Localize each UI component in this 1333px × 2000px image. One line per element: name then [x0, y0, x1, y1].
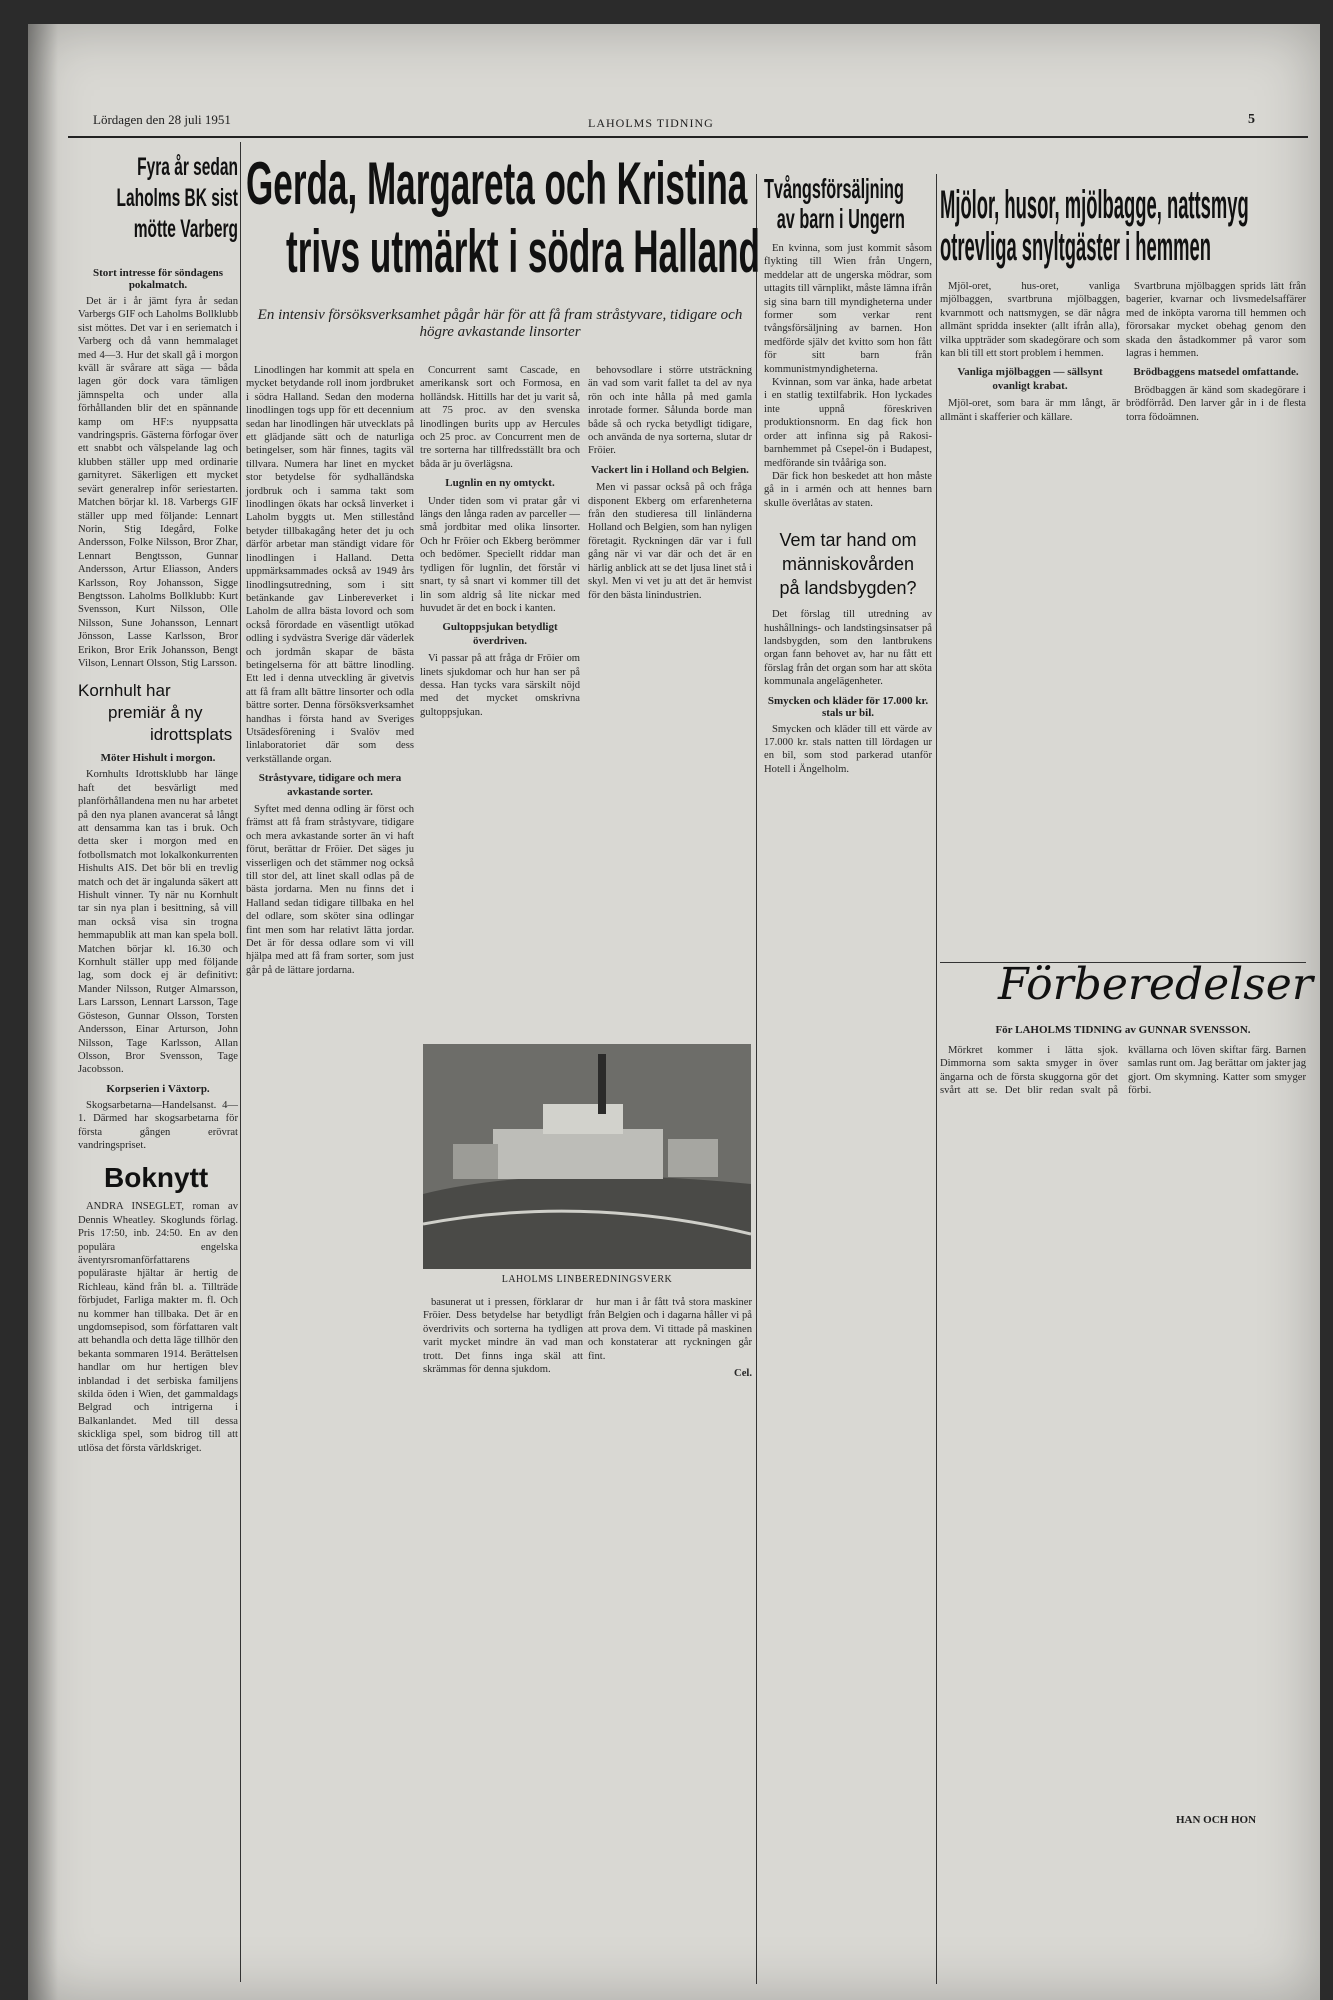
han-och-hon-heading: HAN OCH HON	[1175, 1814, 1257, 1826]
main-lower-b: hur man i år fått två stora maskiner från Belgien och i dagarna håller vi på att prova dem. Vi tittade på maskinen och konstaterar att ryckningen går fint. Cel.	[588, 1297, 752, 1380]
article-headline: idrottsplats	[150, 725, 233, 745]
main-column-c: behovsodlare i större utsträckning än vad som varit fallet ta del av nya rön och inte hålla på med gamla inrotade former. Sålunda borde man både så och rycka betydligt tidigare, och använda de nya sorterna, slutar dr Fröier. Vackert lin i Holland och Belgien. Men vi passar också på och fråga disponent Ekberg om erfarenheterna från den studieresa till linländerna Holland och Belgien, som han nyligen företagit. Ryckningen där var i full gång när vi var där och det är en härlig anblick att se det ljusa linet stå i skyl. Men vi vet ju att det är hemvist för den bästa linindustrien.	[588, 365, 752, 601]
article-subheading: Korpserien i Växtorp.	[106, 1082, 210, 1095]
column-rule	[756, 174, 757, 1984]
article-subheading: Vanliga mjölbaggen — sällsynt ovanligt krabat.	[957, 366, 1103, 392]
article-signature: Cel.	[734, 1368, 752, 1380]
article-headline: Laholms BK sist	[116, 184, 238, 212]
main-headline-line1: Gerda, Margareta och Kristina	[246, 150, 748, 217]
page-fold-shadow	[28, 24, 58, 2000]
article-headline: Tvångsförsäljning	[764, 173, 904, 204]
article-subheading: Stort intresse för söndagens pokalmatch.	[92, 267, 224, 291]
mjolor-column-right: Svartbruna mjölbaggen sprids lätt från bagerier, kvarnar och livsmedelsaffärer med de inköpta varorna till hemmen och förorsakar mycket obehag genom den skada den åstadkommer på varor som lagras i hemmen. Brödbaggens matsedel omfattande. Brödbaggen är känd som skadegörare i brödförråd. Den larver går in i de flesta torra födoämnen.	[1126, 281, 1306, 423]
article-body: Det är i år jämt fyra år sedan Varbergs GIF och Laholms Bollklubb sist möttes. Det var i en seriematch i Varberg och då vann hemmalaget med 4—3. Hur det skall gå i morgon kväll är svårare att säga — båda lagen gör dock vara tämligen jämnspelta och under alla förhållanden blir det en spännande kamp om HF:s nyuppsatta vandringspris. Gästerna förfogar över ett snabbt och välspelande lag och klubben ställer upp med ordinarie garnityret. Säkerligen ett mycket sevärt generalrep inför seriestarten. Matchen börjar kl. 18. Varbergs GIF ställer upp med följande: Lennart Norin, Stig Idegård, Folke Andersson, Folke Nilsson, Bror Zhar, Lennart Bengtsson, Gunnar Andersson, Artur Eliasson, Anders Karlsson, Roy Johansson, Sigge Bengtsson. Laholms Bollklubb: Kurt Svensson, Kurt Nilsson, Olle Nilsson, Sune Johansson, Lennart Jönsson, Lasse Karlsson, Bror Erikon, Bror Erik Johansson, Bengt Vilson, Lennart Olsson, Stig Larsson.	[78, 296, 238, 669]
article-headline: mötte Varberg	[133, 215, 238, 243]
mjolor-column-left: Mjöl-oret, hus-oret, vanliga mjölbaggen, svartbruna mjölbaggen, kvarnmott och nattsmygen, se där några allmänt spridda insekter (allt ifrån alla), vilka uppträder som skadegörare och som kan bli till ett stort problem i hemmen. Vanliga mjölbaggen — sällsynt ovanligt krabat. Mjöl-oret, som bara är mm långt, är allmänt i skafferier och källare.	[940, 281, 1120, 423]
main-column-b: Concurrent samt Cascade, en amerikansk sort och Formosa, en holländsk. Hittills har det ju varit så, att 75 proc. av den svenska linodlingen burits upp av Hercules och 25 proc. av Concurrent men de tre sorterna har tillfredsställt bra och båda är ju överlägsna. Lugnlin en ny omtyckt. Under tiden som vi pratar går vi längs den långa raden av parceller — små jordbitar med olika linsorter. Och hr Fröier och Ekberg berömmer och bedömer. Speciellt riddar man tydligen för lugnlin, det förstår vi snart, ty så snart vi kommer till det lin som aldrig så lite nickar med huvudet är det en bock i kanten. Gultoppsjukan betydligt överdriven. Vi passar på att fråga dr Fröier om linets sjukdomar och hur han ser på dessa. Han tycks vara särskilt nöjd med det mycket omskrivna gultoppsjukan.	[420, 365, 580, 718]
newspaper-page	[28, 24, 1320, 2000]
article-subheading: Gultoppsjukan betydligt överdriven.	[442, 621, 558, 647]
article-headline: otrevliga snyltgäster i hemmen	[940, 225, 1211, 269]
article-headline: människovården	[781, 554, 915, 575]
article-headline: Mjölor, husor, mjölbagge, nattsmyg	[940, 183, 1249, 227]
article-headline: på landsbygden?	[779, 578, 917, 599]
forberedelser-byline: För LAHOLMS TIDNING av GUNNAR SVENSSON.	[995, 1024, 1251, 1036]
issue-date: Lördagen den 28 juli 1951	[93, 112, 231, 127]
main-headline-line2: trivs utmärkt i södra Halland	[286, 218, 760, 285]
article-headline: av barn i Ungern	[776, 203, 905, 234]
article-body: Skogsarbetarna—Handelsanst. 4—1. Därmed har skogsarbetarna för första gången erövrat vandringspriset.	[78, 1099, 238, 1151]
article-subheading: Lugnlin en ny omtyckt.	[445, 477, 555, 490]
column-rule	[240, 142, 241, 1982]
article-headline: Kornhult har	[78, 681, 171, 701]
article-body: Kornhults Idrottsklubb har länge haft det besvärligt med planförhållandena men nu har arbetet på den nya planen avancerat så långt att densamma kan tas i bruk. Och detta sker i morgon med en fotbollsmatch mot lokalkonkurrenten Hishults AIS. Det bör bli en trevlig match och det är ingalunda säkert att Hishult vinner. Ty när nu Kornhult tar sin nya plan i besittning, så vill man också visa sin trogna hemmapublik att man kan spela boll. Matchen börjar kl. 16.30 och Kornhult ställer upp med följande lag, som dock ej är definitivt: Mander Nilsson, Rutger Almarsson, Lars Larsson, Lennart Larsson, Tage Gösteson, Gunnar Olsson, Torsten Andersson, Einar Arturson, John Nilsson, Tage Karlsson, Allan Olsson, Bror Svensson, Tage Jacobsson.	[78, 769, 238, 1076]
main-lower-a: basunerat ut i pressen, förklarar dr Fröier. Dess betydelse har betydligt överdrivits och sorterna ha tydligen varit mycket mindre än vad man trott. Det finns inga skäl att skrämmas för denna sjukdom.	[423, 1297, 583, 1376]
article-subheading: Stråstyvare, tidigare och mera avkastande sorter.	[258, 772, 402, 798]
newspaper-name: LAHOLMS TIDNING	[588, 116, 714, 130]
article-subheading: Brödbaggens matsedel omfattande.	[1133, 366, 1299, 379]
main-deck: En intensiv försöksverksamhet pågår här för att få fram stråstyvare, tidigare och högre avkastande linsorter	[257, 307, 743, 340]
photo-caption: LAHOLMS LINBEREDNINGSVERK	[501, 1274, 673, 1285]
forberedelser-title: Förberedelser	[998, 959, 1313, 1010]
article-body: Smycken och kläder till ett värde av 17.000 kr. stals natten till lördagen ur en bil, som stod parkerad utanför Hotell i Ängelholm.	[764, 723, 932, 775]
article-subheading: Vackert lin i Holland och Belgien.	[591, 463, 749, 476]
article-headline: Vem tar hand om	[779, 530, 917, 551]
article-subheading: Smycken och kläder för 17.000 kr. stals ur bil.	[767, 694, 929, 719]
page-number: 5	[1248, 112, 1255, 127]
article-subheading: Möter Hishult i morgon.	[100, 752, 216, 765]
main-column-a: Linodlingen har kommit att spela en mycket betydande roll inom jordbruket i södra Halland. Sedan den moderna linodlingen togs upp för ett decennium sedan har linodlingen här utvecklats på ett glädjande sätt och de naturliga betingelser, som här finnes, tagits väl tillvara. Numera har linet en mycket stor betydelse för sydhalländska jordbruk och i samma takt som linodlingen ökats har också linverket i Laholm byggts ut. Men stillestånd betyder tillbakagång heter det ju och därför arbetar man ständigt vidare för linodlingen i Halland. Detta uppmärksammades också av 1949 års linodlingsutredning, som i sitt betänkande gav Linbereverket i Laholm de allra bästa lovord och som också förordade en väsentligt utökad odling i sydvästra Sverige där väderlek och jordmån skapar de bästa betingelserna för att bättre linodling. Ett led i denna utveckling är givetvis att få fram allt bättre linsorter och odla bättre sorter. Denna försöksverksamhet handhas i första hand av Sveriges Utsädesförening i Svalöv med linlaboratoriet där som dess verkställande organ. Stråstyvare, tidigare och mera avkastande sorter. Syftet med denna odling är först och främst att få fram stråstyvare, tidigare och mera avkastande sorter än vi haft förut, berättar dr Fröier. Det säges ju visserligen och det stämmer nog också till stor del, att linet skall odlas på de bästa jordarna. Men nu finns det i Halland sedan tidigare tillbaka en hel del odlare, som sköter sina odlingar fint men som har relativt lätta jordar. Det är för dessa odlare som vi vill hjälpa med att få fram sorter, som just går på de lättare jordarna.	[246, 365, 414, 976]
column-rule	[936, 174, 937, 1984]
article-body: En kvinna, som just kommit såsom flykting till Wien från Ungern, meddelar att de ungerska mödrar, som uttagits till värnplikt, måste lämna ifrån sig sina barn till myndigheterna under former som verkar rent tvångsförsäljning av barnen. Hon medförde själv det kvitto som hon fått för sitt barn från kommunistmyndigheterna. Kvinnan, som var änka, hade arbetat i en statlig textilfabrik. Hon lyckades inte uppnå föreskriven produktionsnorm. En dag fick hon order att infinna sig på Rakosi-barnhemmet på Csepel-ön i Budapest, medförande sin tvååriga son. Där fick hon beskedet att hon måste gå in i armén och att hennes barn skulle överlåtas av staten.	[764, 243, 932, 509]
tvangsforsaljning-article	[764, 174, 932, 776]
factory-illustration	[423, 1044, 751, 1269]
linberedningsverk-photo	[423, 1044, 751, 1269]
article-headline: premiär å ny	[108, 703, 203, 723]
fyra-ar-sedan-article	[78, 152, 238, 1455]
forberedelser-body: Mörkret kommer i lätta sjok. Dimmorna som sakta smyger in över ängarna och de första skuggorna gör det svårt att se. Det blir redan svalt på kvällarna och löven skiftar färg. Barnen samlas runt om. Jag berättar om jakter jag gjort. Om skymning. Katter som smyger förbi.	[940, 1045, 1306, 1097]
article-body: ANDRA INSEGLET, roman av Dennis Wheatley. Skoglunds förlag. Pris 17:50, inb. 24:50. En av den populära engelska äventyrsromanförfattarens populäraste hjältar är hertig de Richleau, känd från bl. a. Tillträde förbjudet, Farliga makter m. fl. Och nu kommer han tillbaka. Det är en ungdomsepisod, som författaren valt att behandla och detta läge tillhör den bekanta sommaren 1914. Berättelsen handlar om hur hertigen blev inblandad i det serbiska familjens skilda öden i Wien, det gammaldags Belgrad och intrigerna i Balkanlandet. Med till dessa skickliga spel, som bidrog till att utlösa det första världskriget.	[78, 1201, 238, 1454]
article-body: Det förslag till utredning av hushållnings- och landstingsinsatser på landsbygden, som den lantbrukens organ fann behovet av, har nu fått ett förslag från det organ som har att sköta kommunala angelägenheter.	[764, 609, 932, 688]
article-headline: Fyra år sedan	[137, 153, 238, 181]
boknytt-heading: Boknytt	[104, 1162, 209, 1194]
mjolor-headline	[940, 184, 1249, 268]
header-rule	[68, 136, 1308, 138]
